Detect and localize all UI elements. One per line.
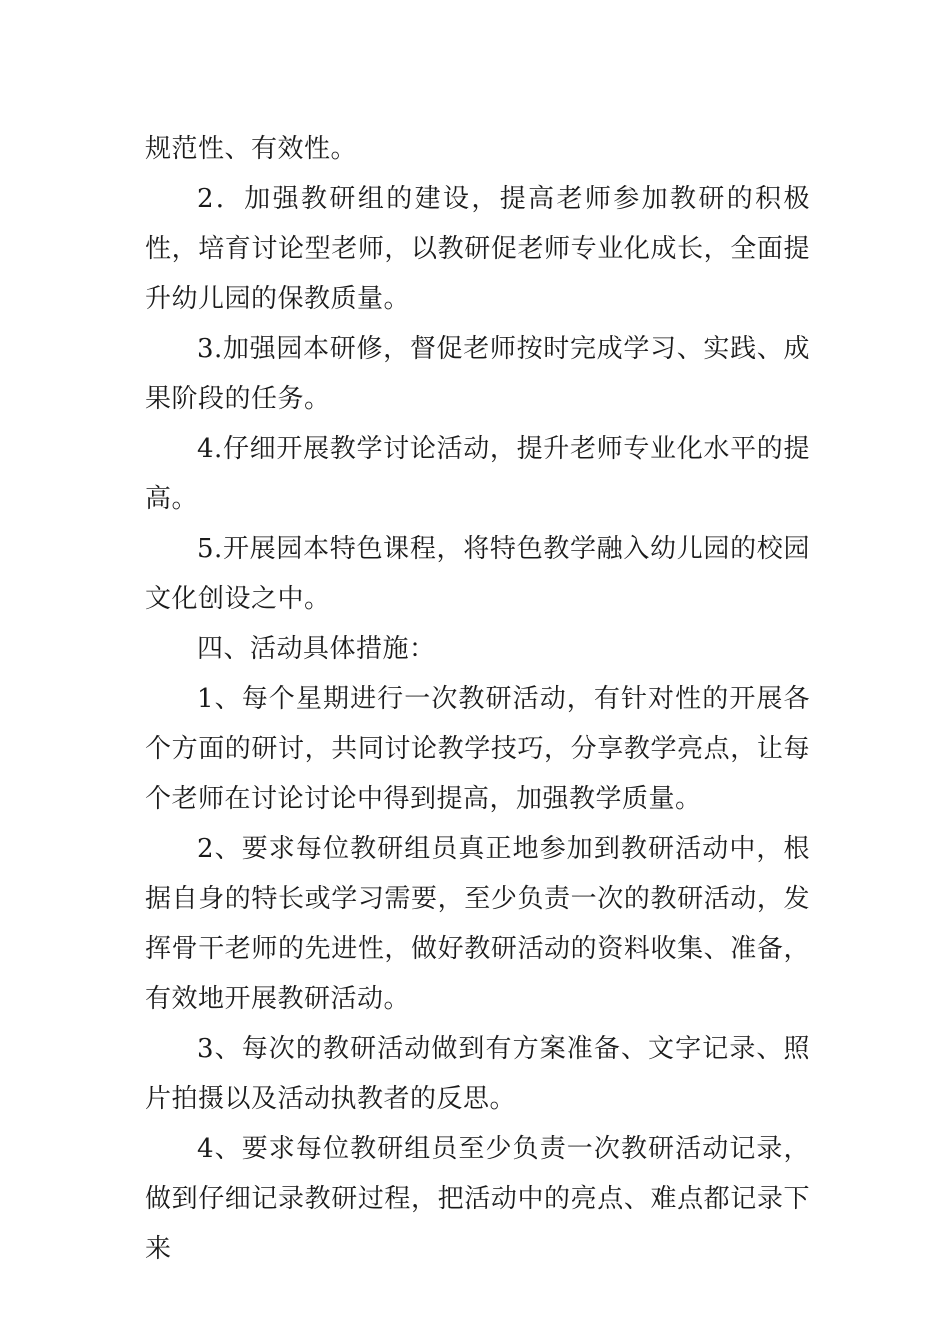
measure-item-4: 4、要求每位教研组员至少负责一次教研活动记录，做到仔细记录教研过程，把活动中的亮点、难点都记录下来 <box>145 1134 810 1264</box>
measure-item-2: 2、要求每位教研组员真正地参加到教研活动中，根据自身的特长或学习需要，至少负责一次的教研活动，发挥骨干老师的先进性，做好教研活动的资料收集、准备，有效地开展教研活动。 <box>145 834 810 1014</box>
paragraph-item-3: 3.加强园本研修，督促老师按时完成学习、实践、成果阶段的任务。 <box>145 334 810 414</box>
section-heading-measures: 四、活动具体措施： <box>197 634 436 664</box>
document-body <box>145 124 810 1274</box>
paragraph-item-2: 2．加强教研组的建设，提高老师参加教研的积极性，培育讨论型老师，以教研促老师专业化成长，全面提升幼儿园的保教质量。 <box>145 184 810 314</box>
measure-item-1: 1、每个星期进行一次教研活动，有针对性的开展各个方面的研讨，共同讨论教学技巧，分享教学亮点，让每个老师在讨论讨论中得到提高，加强教学质量。 <box>145 684 810 814</box>
measure-item-3: 3、每次的教研活动做到有方案准备、文字记录、照片拍摄以及活动执教者的反思。 <box>145 1034 810 1114</box>
paragraph-continuation: 规范性、有效性。 <box>145 134 358 164</box>
paragraph-item-4: 4.仔细开展教学讨论活动，提升老师专业化水平的提高。 <box>145 434 810 514</box>
paragraph-item-5: 5.开展园本特色课程，将特色教学融入幼儿园的校园文化创设之中。 <box>145 534 810 614</box>
